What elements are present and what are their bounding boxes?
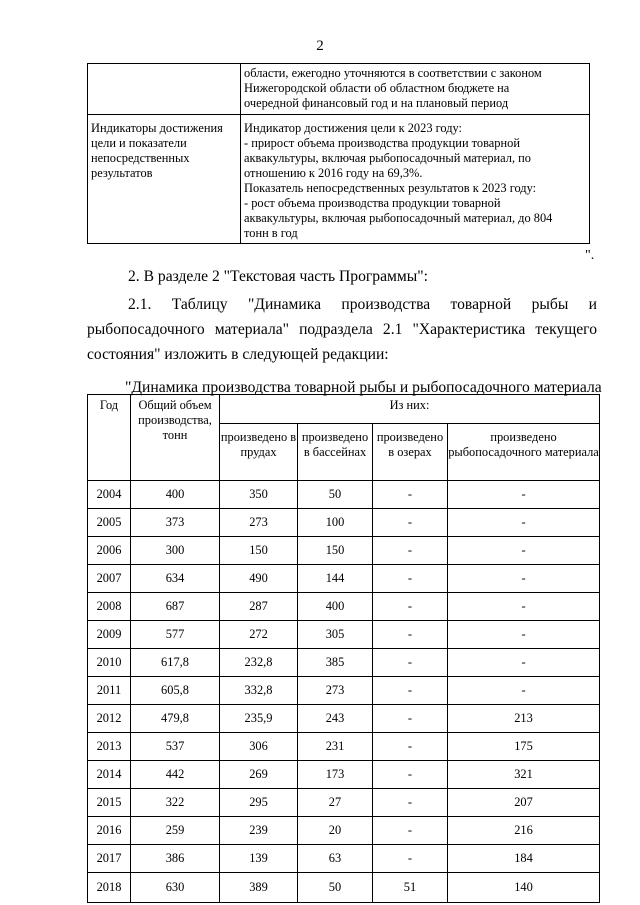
col-header-of-which: Из них:: [220, 395, 600, 424]
cell-pools: 50: [298, 481, 373, 509]
cell-total: 300: [131, 537, 220, 565]
cell-pools: 385: [298, 649, 373, 677]
col-header-ponds: произведено в прудах: [220, 424, 298, 481]
table-row: [88, 817, 600, 845]
cell-lakes: -: [373, 509, 448, 537]
cell-year: 2014: [88, 761, 131, 789]
cell-fry: 184: [448, 845, 600, 873]
table-row: [88, 873, 600, 903]
cell-lakes: -: [373, 817, 448, 845]
cell-fry: 216: [448, 817, 600, 845]
cell-year: 2015: [88, 789, 131, 817]
cell-total: 259: [131, 817, 220, 845]
cell-ponds: 235,9: [220, 705, 298, 733]
cell-total: 617,8: [131, 649, 220, 677]
cell-fry: -: [448, 481, 600, 509]
cell-year: 2005: [88, 509, 131, 537]
cell-fry: -: [448, 537, 600, 565]
cell-lakes: -: [373, 705, 448, 733]
cell-year: 2006: [88, 537, 131, 565]
cell-fry: 321: [448, 761, 600, 789]
cell-year: 2011: [88, 677, 131, 705]
cell-year: 2010: [88, 649, 131, 677]
cell-total: 442: [131, 761, 220, 789]
table-row: [88, 789, 600, 817]
col-header-pools: произведено в бассейнах: [298, 424, 373, 481]
cell-ponds: 287: [220, 593, 298, 621]
cell-total: 687: [131, 593, 220, 621]
page-number: 2: [316, 38, 324, 54]
table-header-row: [88, 395, 600, 424]
col-header-lakes: произведено в озерах: [373, 424, 448, 481]
paragraph-2-1: 2.1. Таблицу "Динамика производства товарной рыбы и рыбопосадочного материала" подраздела 2.1 "Характеристика текущего состояния" изложить в следующей редакции:: [87, 296, 597, 363]
cell-total: 400: [131, 481, 220, 509]
cell-year: 2017: [88, 845, 131, 873]
cell-year: 2012: [88, 705, 131, 733]
cell-lakes: -: [373, 733, 448, 761]
table-row: [88, 649, 600, 677]
cell-pools: 243: [298, 705, 373, 733]
cell-ponds: 350: [220, 481, 298, 509]
program-passport-table: [87, 63, 590, 244]
table-row: [88, 565, 600, 593]
cell-lakes: -: [373, 789, 448, 817]
cell-ponds: 295: [220, 789, 298, 817]
table-row: [88, 733, 600, 761]
indicators-label-cell: Индикаторы достижения цели и показатели непосредственных результатов: [88, 115, 241, 244]
cell-lakes: -: [373, 677, 448, 705]
cell-total: 373: [131, 509, 220, 537]
cell-total: 605,8: [131, 677, 220, 705]
cell-year: 2013: [88, 733, 131, 761]
table-title: "Динамика производства товарной рыбы и рыбопосадочного материала: [125, 379, 602, 396]
indicators-value-cell: Индикатор достижения цели к 2023 году: - прирост объема производства продукции товарной аквакультуры, включая рыбопосадочный материал, по отношению к 2016 году на 69,3%. Показатель непосредственных результатов к 2023 году: - рост объема производства продукции товарной аквакультуры, включая рыбопосадочный материал, до 804 тонн в год: [241, 115, 590, 244]
cell-pools: 27: [298, 789, 373, 817]
cell-ponds: 306: [220, 733, 298, 761]
table-row: [88, 677, 600, 705]
cell-pools: 173: [298, 761, 373, 789]
cell-fry: 213: [448, 705, 600, 733]
closing-quote: ".: [585, 248, 595, 263]
cell-total: 630: [131, 873, 220, 903]
cell-fry: -: [448, 593, 600, 621]
col-header-total: Общий объем производства, тонн: [131, 395, 220, 481]
cell-year: 2009: [88, 621, 131, 649]
table-row: [88, 761, 600, 789]
table-row: [88, 537, 600, 565]
cell-pools: 144: [298, 565, 373, 593]
cell-fry: 140: [448, 873, 600, 903]
table-row: [88, 481, 600, 509]
cell-year: 2018: [88, 873, 131, 903]
cell-fry: -: [448, 621, 600, 649]
cell-total: 322: [131, 789, 220, 817]
cell-year: 2008: [88, 593, 131, 621]
cell-total: 577: [131, 621, 220, 649]
table-row: [88, 115, 590, 244]
table-row: [88, 64, 590, 115]
table-row: [88, 705, 600, 733]
cell-fry: -: [448, 677, 600, 705]
cell-fry: 207: [448, 789, 600, 817]
cell-lakes: -: [373, 565, 448, 593]
cell-fry: 175: [448, 733, 600, 761]
cell-lakes: -: [373, 621, 448, 649]
row1-right-cell: области, ежегодно уточняются в соответствии с законом Нижегородской области об областном бюджете на очередной финансовый год и на плановый период: [241, 64, 590, 115]
cell-lakes: -: [373, 481, 448, 509]
col-header-year: Год: [88, 395, 131, 481]
cell-fry: -: [448, 649, 600, 677]
fish-production-table: [87, 394, 600, 903]
cell-total: 386: [131, 845, 220, 873]
cell-lakes: -: [373, 593, 448, 621]
cell-lakes: -: [373, 649, 448, 677]
cell-ponds: 332,8: [220, 677, 298, 705]
cell-ponds: 232,8: [220, 649, 298, 677]
cell-ponds: 269: [220, 761, 298, 789]
cell-ponds: 389: [220, 873, 298, 903]
cell-ponds: 239: [220, 817, 298, 845]
cell-fry: -: [448, 509, 600, 537]
cell-pools: 100: [298, 509, 373, 537]
cell-ponds: 150: [220, 537, 298, 565]
cell-lakes: -: [373, 761, 448, 789]
cell-lakes: -: [373, 537, 448, 565]
cell-total: 479,8: [131, 705, 220, 733]
table-row: [88, 845, 600, 873]
cell-pools: 305: [298, 621, 373, 649]
cell-ponds: 273: [220, 509, 298, 537]
cell-pools: 231: [298, 733, 373, 761]
cell-ponds: 139: [220, 845, 298, 873]
row1-left-cell: [88, 64, 241, 115]
table-row: [88, 593, 600, 621]
cell-pools: 63: [298, 845, 373, 873]
cell-fry: -: [448, 565, 600, 593]
cell-lakes: -: [373, 845, 448, 873]
cell-total: 537: [131, 733, 220, 761]
col-header-fry: произведено рыбопосадочного материала: [448, 424, 600, 481]
cell-year: 2016: [88, 817, 131, 845]
cell-pools: 150: [298, 537, 373, 565]
cell-total: 634: [131, 565, 220, 593]
cell-year: 2007: [88, 565, 131, 593]
cell-pools: 50: [298, 873, 373, 903]
cell-lakes: 51: [373, 873, 448, 903]
cell-pools: 400: [298, 593, 373, 621]
table-row: [88, 621, 600, 649]
cell-pools: 20: [298, 817, 373, 845]
cell-pools: 273: [298, 677, 373, 705]
cell-ponds: 490: [220, 565, 298, 593]
cell-ponds: 272: [220, 621, 298, 649]
paragraph-section-2: 2. В разделе 2 "Текстовая часть Программы":: [128, 268, 428, 285]
cell-year: 2004: [88, 481, 131, 509]
table-row: [88, 509, 600, 537]
